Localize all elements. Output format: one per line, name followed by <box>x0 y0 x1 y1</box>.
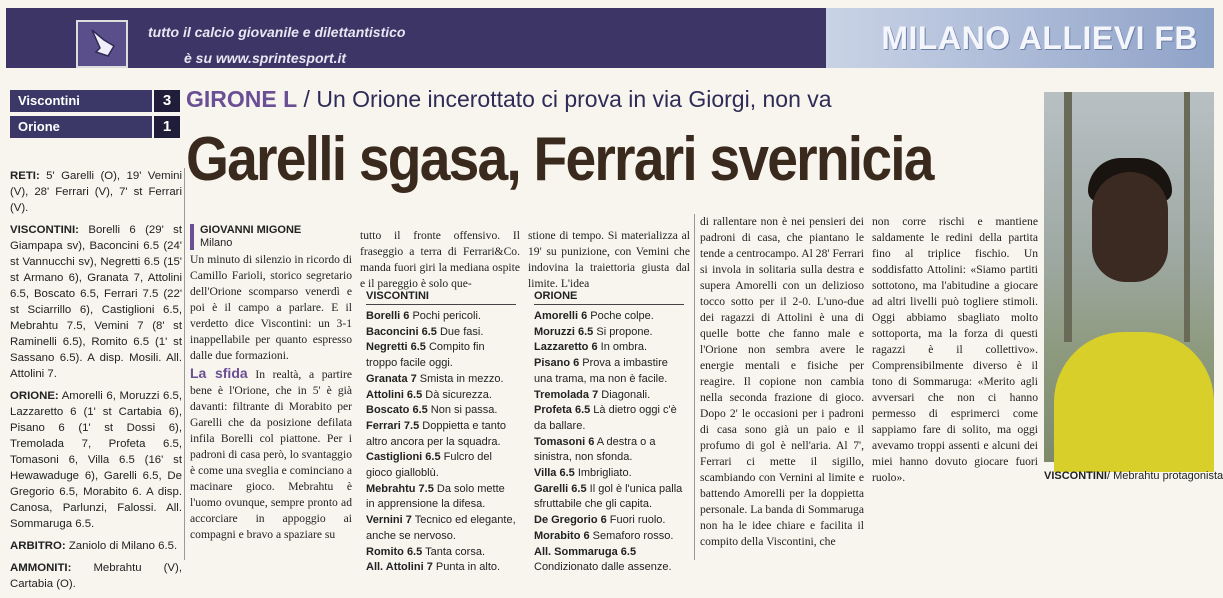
column-divider <box>694 214 695 560</box>
rating-item <box>366 513 516 544</box>
home-goals: 3 <box>154 90 180 112</box>
player-rating: Vernini 7 <box>366 514 412 527</box>
player-rating: Mebrahtu 7.5 <box>366 482 434 495</box>
rating-item <box>366 309 516 325</box>
yellow-jersey <box>1054 332 1214 472</box>
match-sheet <box>10 168 182 598</box>
viscontini-lineup-label: VISCONTINI: <box>10 224 79 236</box>
player-rating: Baconcini 6.5 <box>366 325 437 338</box>
rating-comment: Non si passa. <box>427 404 498 417</box>
header-band <box>0 0 1220 76</box>
referee <box>10 538 182 554</box>
rating-comment: In ombra. <box>597 341 648 354</box>
rating-comment: Dà sicurezza. <box>422 388 492 401</box>
ratings-orione <box>534 290 684 576</box>
rating-comment: Si propone. <box>593 325 653 338</box>
rating-comment: Tanta corsa. <box>422 545 486 558</box>
rating-comment: A destra o a sinistra, non sfonda. <box>534 435 656 464</box>
header-banner <box>6 8 826 68</box>
player-photo <box>1044 92 1214 462</box>
rating-comment: Smista in mezzo. <box>416 372 504 385</box>
away-team: Orione <box>10 116 152 138</box>
player-rating: Morabito 6 <box>534 529 590 542</box>
dateline: Milano <box>200 237 233 249</box>
subheading: La sfida <box>190 365 248 381</box>
rating-comment: Là dietro oggi c'è da ballare. <box>534 404 677 432</box>
article-paragraph: tutto il fronte offensivo. Il fraseggio a terra di Ferrari&Co. manda fuori giri la mediana ospite e il pareggio è solo que- <box>360 229 520 290</box>
rating-comment: Fulcro del gioco gialloblù. <box>366 451 492 480</box>
rating-item <box>534 482 684 513</box>
player-rating: Borelli 6 <box>366 310 410 322</box>
rating-item <box>534 435 684 466</box>
header-website: è su www.sprintesport.it <box>184 50 347 66</box>
rating-comment: Imbrigliato. <box>574 467 632 480</box>
article-paragraph: di rallentare non è nei pensieri dei padroni di casa, che piantano le tende a centrocampo. Al 28' Ferrari si invola in solitaria sulla destra e supera Amorelli con un delizioso tocco sotto per il 2-0. L'uno-due dei ragazzi di Attolini è una di quelle botte che fanno male e l'Orione non sembra avere le energie mentali e fisiche per reagire. Il copione non cambia nella seconda frazione di gioco. Dopo 2' le occasioni per i padroni di casa sono già un paio e il profumo di gol è nell'aria. Al 7', Ferrari ci mette il sigillo, scambiando con Vernini al limite e battendo Amorelli per la doppietta personale. La banda di Sommaruga non ha le idee chiare e facilita il compito della Viscontini, che <box>700 215 864 548</box>
rating-item <box>534 403 684 434</box>
kicker <box>186 86 832 113</box>
rating-comment: Doppietta e tanto altro ancora per la squadra. <box>366 419 507 448</box>
pointing-hand-icon <box>76 20 128 68</box>
ratings-viscontini <box>366 290 516 576</box>
rating-item <box>534 513 684 529</box>
rating-comment: Pochi pericoli. <box>409 310 481 322</box>
author: GIOVANNI MIGONE <box>200 224 302 236</box>
player-rating: Romito 6.5 <box>366 545 423 558</box>
player-rating: Villa 6.5 <box>534 467 575 480</box>
rating-comment: Condizionato dalle assenze. <box>534 561 672 574</box>
scorers <box>10 168 182 216</box>
rating-item <box>534 529 684 545</box>
tree-trunk <box>1064 92 1072 342</box>
player-rating: Moruzzi 6.5 <box>534 325 594 338</box>
orione-lineup-text: Amorelli 6, Moruzzi 6.5, Lazzaretto 6 (1' st Cartabia 6), Pisano 6 (1' st Dossi 6), Tremolada 7, Profeta 6.5, Tomasoni 6, Villa 6.5 (16' st Hewawaduge 6), Garelli 6.5, De Gregorio 6.5, Morabito 6. A disp. Canosa, Parlunzi, Falossi. All. Sommaruga 6.5. <box>10 390 182 530</box>
rating-comment: Due fasi. <box>436 325 484 338</box>
player-rating: Negretti 6.5 <box>366 341 426 354</box>
rating-item <box>366 419 516 450</box>
rating-item <box>366 372 516 388</box>
rating-item <box>366 560 516 576</box>
headline: Garelli sgasa, Ferrari svernicia <box>186 125 933 194</box>
photo-caption <box>1044 470 1223 482</box>
player-rating: Amorelli 6 <box>534 310 588 322</box>
rating-comment: Poche colpe. <box>587 310 654 322</box>
player-rating: All. Attolini 7 <box>366 561 433 574</box>
score-row-away <box>10 116 180 138</box>
column-divider <box>184 168 185 560</box>
player-rating: Pisano 6 <box>534 357 580 370</box>
player-rating: Tremolada 7 <box>534 388 599 401</box>
player-face <box>1092 172 1168 282</box>
bookings <box>10 560 182 592</box>
kicker-text: / Un Orione incerottato ci prova in via Giorgi, non va <box>297 86 832 112</box>
rating-comment: Il gol è l'unica palla sfruttabile che gli capita. <box>534 482 683 511</box>
player-rating: Castiglioni 6.5 <box>366 451 441 464</box>
article-column-1 <box>190 252 352 544</box>
rating-item <box>366 403 516 419</box>
rating-comment: Prova a imbastire una trama, ma non è facile. <box>534 357 668 385</box>
home-team: Viscontini <box>10 90 152 112</box>
rating-item <box>534 356 684 387</box>
scorers-text: 5' Garelli (O), 19' Vemini (V), 28' Ferrari (V), 7' st Ferrari (V). <box>10 170 182 214</box>
rating-item <box>534 388 684 404</box>
article-paragraph: non corre rischi e mantiene saldamente le redini della partita fino al triplice fischio. Un soddisfatto Attolini: «Siamo partiti sottotono, ma l'abitudine a giocare ad altri livelli può togliere stimoli. Oggi abbiamo sbagliato molto sottoporta, ma la forza di questi ragazzi è il collettivo». Comprensibilmente diverso è il tono di Sommaruga: «Merito agli avversari che non ci hanno permesso di esprimerci come sappiamo fare di solito, ma oggi avevamo troppi assenti e alcuni dei miei hanno dovuto giocare fuori ruolo». <box>872 215 1038 484</box>
article-column-2 <box>360 228 520 293</box>
article-paragraph: Un minuto di silenzio in ricordo di Camillo Farioli, storico segretario dell'Orione scomparso venerdì e poi è il campo a parlare. E il verdetto dice Viscontini: un 3-1 inappellabile per quanto espresso dalle due formazioni. <box>190 253 352 362</box>
player-rating: Attolini 6.5 <box>366 388 423 401</box>
player-rating: Boscato 6.5 <box>366 404 428 417</box>
player-rating: Ferrari 7.5 <box>366 419 420 432</box>
player-rating: Tomasoni 6 <box>534 435 595 448</box>
rating-comment: Fuori ruolo. <box>606 514 666 527</box>
rating-item <box>366 388 516 404</box>
referee-text: Zaniolo di Milano 6.5. <box>65 540 178 552</box>
rating-item <box>534 545 684 576</box>
article-column-5 <box>872 214 1038 487</box>
rating-item <box>366 545 516 561</box>
section-title: MILANO ALLIEVI FB <box>881 20 1198 56</box>
orione-lineup <box>10 388 182 532</box>
rating-item <box>534 466 684 482</box>
score-row-home <box>10 90 180 112</box>
article-paragraph <box>190 365 352 543</box>
player-rating: De Gregorio 6 <box>534 514 607 527</box>
orione-lineup-label: ORIONE: <box>10 390 59 402</box>
ratings-title: VISCONTINI <box>366 290 516 305</box>
caption-label: VISCONTINI <box>1044 470 1107 482</box>
rating-item <box>366 340 516 371</box>
article-paragraph: stione di tempo. Si materializza al 19' su punizione, con Vemini che indovina la traiettoria giusta dal limite. L'idea <box>528 229 690 290</box>
player-rating: Garelli 6.5 <box>534 482 587 495</box>
rating-item <box>366 450 516 481</box>
rating-item <box>534 325 684 341</box>
rating-comment: Punta in alto. <box>432 561 501 574</box>
rating-comment: Semaforo rosso. <box>589 529 674 542</box>
player-rating: Lazzaretto 6 <box>534 341 598 354</box>
rating-comment: Diagonali. <box>598 388 651 401</box>
rating-item <box>534 340 684 356</box>
rating-item <box>366 482 516 513</box>
rating-item <box>366 325 516 341</box>
article-column-4 <box>700 214 864 551</box>
viscontini-lineup <box>10 222 182 382</box>
bookings-text: Mebrahtu (V), Cartabia (O). <box>10 562 182 590</box>
section-banner <box>826 8 1214 68</box>
away-goals: 1 <box>154 116 180 138</box>
ratings-title: ORIONE <box>534 290 684 305</box>
player-rating: All. Sommaruga 6.5 <box>534 545 637 558</box>
rating-comment: Compito fin troppo facile oggi. <box>366 341 485 370</box>
scoreboard <box>10 90 180 142</box>
tree-trunk <box>1184 92 1190 342</box>
article-column-3 <box>528 228 690 293</box>
rating-item <box>534 309 684 325</box>
article-text: In realtà, a partire bene è l'Orione, che in 5' è già davanti: filtrante di Morabito per Garelli che da posizione defilata infila Borelli col piattone. Per i padroni di casa però, lo svantaggio è come una sveglia e cominciano a macinare gioco. Mebrahtu è l'uomo ovunque, sempre pronto ad accorciare in appoggio ai compagni e bravo a spaziare su <box>190 368 352 541</box>
byline <box>190 224 301 250</box>
player-rating: Granata 7 <box>366 372 417 385</box>
bookings-label: AMMONITI: <box>10 562 72 574</box>
viscontini-lineup-text: Borelli 6 (29' st Giampapa sv), Baconcini 6.5 (24' st Vannucchi sv), Negretti 6.5 (15' st Armano 6), Granata 7, Attolini 6.5, Boscato 6.5, Ferrari 7.5 (22' st Sciarrillo 6), Castiglioni 6.5, Mebrahtu 7.5, Vemini 7 (8' st Raminelli 6.5), Romito 6.5 (1' st Sassano 6.5). A disp. Mosili. All. Attolini 7. <box>10 224 182 380</box>
rating-comment: Tecnico ed elegante, anche se nervoso. <box>366 514 516 542</box>
header-tagline: tutto il calcio giovanile e dilettantistico <box>148 24 406 40</box>
scorers-label: RETI: <box>10 170 40 182</box>
rating-comment: Da solo mette in apprensione la difesa. <box>366 482 505 511</box>
player-rating: Profeta 6.5 <box>534 404 591 417</box>
girone-label: GIRONE L <box>186 86 298 112</box>
referee-label: ARBITRO: <box>10 540 66 552</box>
caption-text: / Mebrahtu protagonista <box>1106 470 1223 482</box>
